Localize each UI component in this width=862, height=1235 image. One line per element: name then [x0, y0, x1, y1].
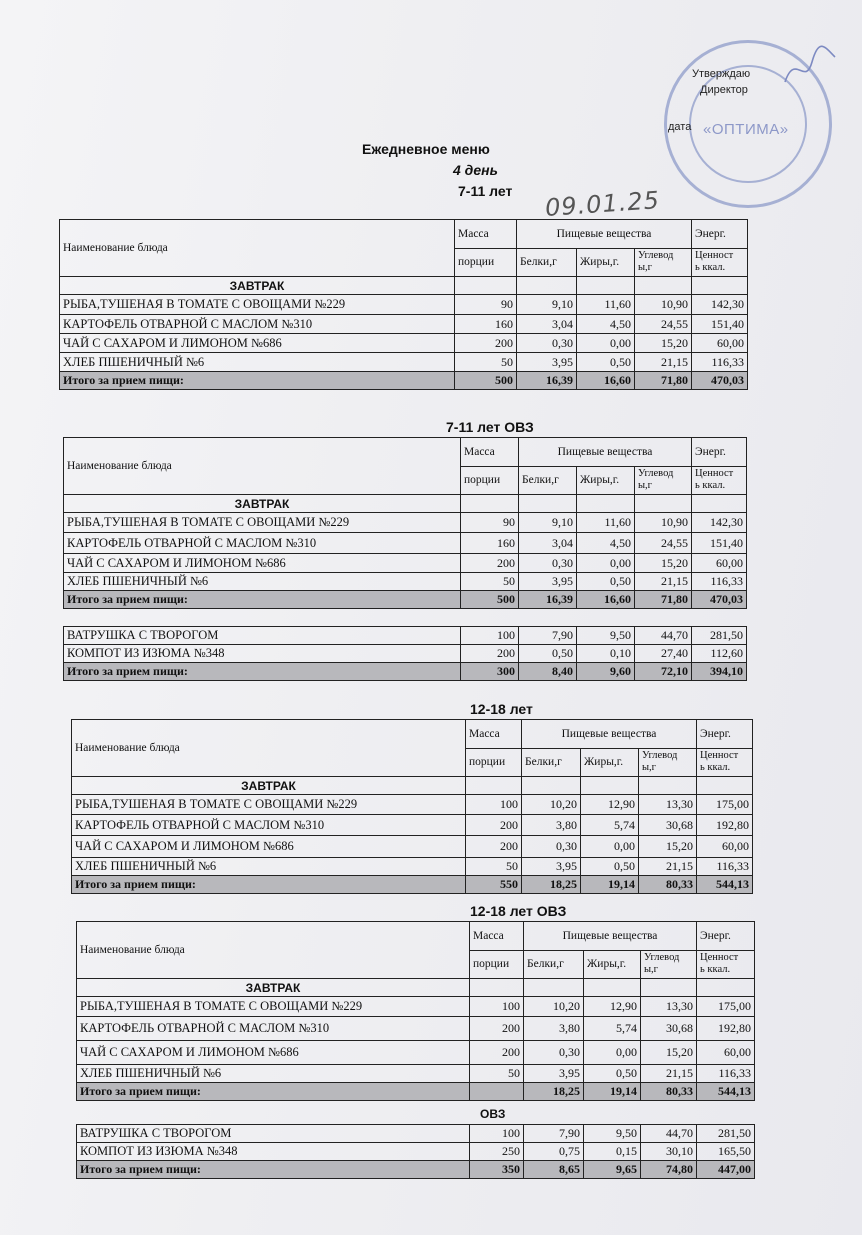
fat-cell: 0,10 [577, 645, 635, 663]
energy-cell: 60,00 [692, 554, 747, 573]
dish-name: РЫБА,ТУШЕНАЯ В ТОМАТЕ С ОВОЩАМИ №229 [72, 795, 466, 815]
energy-cell: 175,00 [697, 997, 755, 1017]
fat-cell: 11,60 [577, 513, 635, 533]
total-protein: 16,39 [517, 372, 577, 390]
protein-cell: 0,50 [519, 645, 577, 663]
dish-name: ХЛЕБ ПШЕНИЧНЫЙ №6 [60, 353, 455, 372]
column-header-dish: Наименование блюда [72, 720, 466, 777]
mass-cell: 200 [461, 645, 519, 663]
total-energy: 544,13 [697, 1083, 755, 1101]
total-fat: 16,60 [577, 591, 635, 609]
dish-name: РЫБА,ТУШЕНАЯ В ТОМАТЕ С ОВОЩАМИ №229 [77, 997, 470, 1017]
approve-label: Утверждаю [692, 68, 751, 80]
fat-cell: 0,00 [577, 334, 635, 353]
protein-cell: 9,10 [519, 513, 577, 533]
carbs-header-part1: Углевод [642, 750, 678, 762]
total-protein: 8,40 [519, 663, 577, 681]
meal-row [77, 979, 755, 997]
energy-cell: 112,60 [692, 645, 747, 663]
table-row [77, 997, 755, 1017]
empty-cell [461, 495, 519, 513]
total-label: Итого за прием пищи: [72, 876, 466, 894]
carbs-cell: 21,15 [635, 353, 692, 372]
carbs-cell: 21,15 [635, 573, 692, 591]
meal-row [60, 277, 748, 295]
dish-name: КОМПОТ ИЗ ИЗЮМА №348 [64, 645, 461, 663]
empty-cell [466, 777, 522, 795]
column-header-protein: Белки,г [522, 748, 581, 777]
dish-name: ВАТРУШКА С ТВОРОГОМ [64, 627, 461, 645]
column-header-carbs [635, 466, 692, 495]
energy-cell: 142,30 [692, 295, 748, 315]
protein-cell: 7,90 [519, 627, 577, 645]
total-protein: 8,65 [524, 1161, 584, 1179]
total-mass [470, 1083, 524, 1101]
energy-cell: 165,50 [697, 1143, 755, 1161]
column-header-protein: Белки,г [524, 950, 584, 979]
mass-cell: 160 [461, 533, 519, 554]
energy-header-part2: Ценност [700, 750, 739, 762]
mass-cell: 50 [455, 353, 517, 372]
column-header-energy-value [697, 950, 755, 979]
protein-cell: 3,95 [517, 353, 577, 372]
dish-name: ЧАЙ С САХАРОМ И ЛИМОНОМ №686 [72, 836, 466, 858]
column-header-energy: Энерг. [692, 438, 747, 467]
signature-mark [780, 42, 840, 92]
protein-cell: 3,80 [522, 815, 581, 836]
carbs-cell: 30,68 [639, 815, 697, 836]
energy-cell: 60,00 [697, 1041, 755, 1065]
empty-cell [635, 277, 692, 295]
director-label: Директор [700, 84, 748, 96]
meal-row [64, 495, 747, 513]
meal-title: ЗАВТРАК [60, 277, 455, 295]
column-header-mass: Масса [466, 720, 522, 749]
column-header-fat: Жиры,г. [584, 950, 641, 979]
energy-cell: 281,50 [697, 1125, 755, 1143]
table-row [64, 573, 747, 591]
fat-cell: 5,74 [581, 815, 639, 836]
column-header-protein: Белки,г [519, 466, 577, 495]
empty-cell [697, 979, 755, 997]
column-header-mass: Масса [461, 438, 519, 467]
carbs-cell: 21,15 [639, 858, 697, 876]
table-row [77, 1065, 755, 1083]
protein-cell: 10,20 [524, 997, 584, 1017]
table-row [60, 353, 748, 372]
column-header-nutrients: Пищевые вещества [519, 438, 692, 467]
empty-cell [692, 277, 748, 295]
dish-name: ЧАЙ С САХАРОМ И ЛИМОНОМ №686 [64, 554, 461, 573]
empty-cell [455, 277, 517, 295]
column-header-fat: Жиры,г. [577, 248, 635, 277]
empty-cell [524, 979, 584, 997]
table-row [72, 836, 753, 858]
column-header-energy: Энерг. [697, 720, 753, 749]
total-energy: 470,03 [692, 372, 748, 390]
empty-cell [517, 277, 577, 295]
meal-title: ЗАВТРАК [77, 979, 470, 997]
protein-cell: 3,04 [519, 533, 577, 554]
column-header-nutrients: Пищевые вещества [524, 922, 697, 951]
carbs-cell: 44,70 [635, 627, 692, 645]
energy-header-part3: ь ккал. [700, 762, 731, 774]
column-header-mass-unit: порции [461, 466, 519, 495]
handwritten-date: 09.01.25 [544, 186, 661, 222]
table-row [60, 334, 748, 353]
table-row [64, 513, 747, 533]
table-row [77, 1017, 755, 1041]
column-header-energy: Энерг. [697, 922, 755, 951]
carbs-cell: 13,30 [641, 997, 697, 1017]
meal-title: ЗАВТРАК [64, 495, 461, 513]
column-header-energy: Энерг. [692, 220, 748, 249]
total-mass: 350 [470, 1161, 524, 1179]
mass-cell: 100 [470, 997, 524, 1017]
total-mass: 500 [455, 372, 517, 390]
column-header-fat: Жиры,г. [577, 466, 635, 495]
total-carbs: 72,10 [635, 663, 692, 681]
total-label: Итого за прием пищи: [64, 591, 461, 609]
energy-cell: 192,80 [697, 815, 753, 836]
extra-menu-table [76, 1124, 755, 1179]
mass-cell: 90 [461, 513, 519, 533]
energy-cell: 192,80 [697, 1017, 755, 1041]
day-label: 4 день [453, 162, 498, 178]
total-label: Итого за прием пищи: [77, 1161, 470, 1179]
fat-cell: 0,00 [581, 836, 639, 858]
carbs-cell: 24,55 [635, 315, 692, 334]
table-row [77, 1041, 755, 1065]
energy-header-part2: Ценност [700, 952, 739, 964]
carbs-header-part1: Углевод [638, 468, 674, 480]
total-label: Итого за прием пищи: [60, 372, 455, 390]
empty-cell [522, 777, 581, 795]
document-title: Ежедневное меню [362, 141, 490, 157]
empty-cell [635, 495, 692, 513]
column-header-carbs [635, 248, 692, 277]
dish-name: КАРТОФЕЛЬ ОТВАРНОЙ С МАСЛОМ №310 [64, 533, 461, 554]
column-header-mass-unit: порции [455, 248, 517, 277]
empty-cell [470, 979, 524, 997]
protein-cell: 3,04 [517, 315, 577, 334]
total-fat: 9,65 [584, 1161, 641, 1179]
total-row [64, 663, 747, 681]
carbs-cell: 15,20 [635, 334, 692, 353]
mass-cell: 200 [470, 1017, 524, 1041]
column-header-energy-value [692, 248, 748, 277]
total-row [60, 372, 748, 390]
column-header-mass: Масса [455, 220, 517, 249]
dish-name: КАРТОФЕЛЬ ОТВАРНОЙ С МАСЛОМ №310 [77, 1017, 470, 1041]
total-carbs: 80,33 [639, 876, 697, 894]
mass-cell: 90 [455, 295, 517, 315]
fat-cell: 0,50 [577, 353, 635, 372]
empty-cell [641, 979, 697, 997]
mass-cell: 50 [466, 858, 522, 876]
meal-title: ЗАВТРАК [72, 777, 466, 795]
carbs-cell: 21,15 [641, 1065, 697, 1083]
protein-cell: 3,95 [524, 1065, 584, 1083]
stamp-name: «ОПТИМА» [703, 121, 789, 138]
protein-cell: 3,95 [522, 858, 581, 876]
dish-name: ЧАЙ С САХАРОМ И ЛИМОНОМ №686 [60, 334, 455, 353]
total-row [64, 591, 747, 609]
section-title: 7-11 лет ОВЗ [446, 419, 534, 435]
column-header-fat: Жиры,г. [581, 748, 639, 777]
table-row [77, 1143, 755, 1161]
carbs-cell: 15,20 [641, 1041, 697, 1065]
table-row [64, 554, 747, 573]
empty-cell [581, 777, 639, 795]
menu-table [71, 719, 753, 894]
fat-cell: 9,50 [577, 627, 635, 645]
total-mass: 500 [461, 591, 519, 609]
dish-name: КАРТОФЕЛЬ ОТВАРНОЙ С МАСЛОМ №310 [60, 315, 455, 334]
carbs-cell: 44,70 [641, 1125, 697, 1143]
energy-cell: 116,33 [697, 1065, 755, 1083]
protein-cell: 0,30 [519, 554, 577, 573]
total-energy: 447,00 [697, 1161, 755, 1179]
total-fat: 19,14 [584, 1083, 641, 1101]
total-label: Итого за прием пищи: [77, 1083, 470, 1101]
dish-name: КОМПОТ ИЗ ИЗЮМА №348 [77, 1143, 470, 1161]
mass-cell: 100 [466, 795, 522, 815]
total-label: Итого за прием пищи: [64, 663, 461, 681]
protein-cell: 3,80 [524, 1017, 584, 1041]
protein-cell: 3,95 [519, 573, 577, 591]
section-title: 12-18 лет [470, 701, 533, 717]
column-header-carbs [641, 950, 697, 979]
table-row [72, 815, 753, 836]
table-row [72, 858, 753, 876]
carbs-header-part2: ы,г [638, 480, 652, 492]
total-row [72, 876, 753, 894]
energy-header-part3: ь ккал. [700, 964, 731, 976]
fat-cell: 0,00 [584, 1041, 641, 1065]
protein-cell: 0,30 [522, 836, 581, 858]
total-fat: 16,60 [577, 372, 635, 390]
fat-cell: 0,00 [577, 554, 635, 573]
column-header-dish: Наименование блюда [77, 922, 470, 979]
carbs-cell: 15,20 [639, 836, 697, 858]
protein-cell: 0,30 [524, 1041, 584, 1065]
energy-header-part3: ь ккал. [695, 480, 726, 492]
mass-cell: 200 [466, 836, 522, 858]
column-header-protein: Белки,г [517, 248, 577, 277]
menu-table [59, 219, 748, 390]
total-mass: 300 [461, 663, 519, 681]
total-carbs: 71,80 [635, 591, 692, 609]
empty-cell [519, 495, 577, 513]
total-protein: 18,25 [522, 876, 581, 894]
carbs-header-part2: ы,г [644, 964, 658, 976]
fat-cell: 12,90 [581, 795, 639, 815]
total-carbs: 71,80 [635, 372, 692, 390]
table-row [60, 315, 748, 334]
date-label: дата [668, 121, 692, 133]
total-fat: 9,60 [577, 663, 635, 681]
menu-table [63, 437, 747, 609]
carbs-cell: 10,90 [635, 295, 692, 315]
mass-cell: 100 [461, 627, 519, 645]
total-mass: 550 [466, 876, 522, 894]
energy-cell: 175,00 [697, 795, 753, 815]
fat-cell: 0,15 [584, 1143, 641, 1161]
fat-cell: 4,50 [577, 315, 635, 334]
table-row [60, 295, 748, 315]
column-header-nutrients: Пищевые вещества [522, 720, 697, 749]
total-fat: 19,14 [581, 876, 639, 894]
energy-cell: 116,33 [697, 858, 753, 876]
mass-cell: 100 [470, 1125, 524, 1143]
total-protein: 18,25 [524, 1083, 584, 1101]
column-header-mass: Масса [470, 922, 524, 951]
energy-cell: 60,00 [697, 836, 753, 858]
mass-cell: 50 [461, 573, 519, 591]
total-energy: 470,03 [692, 591, 747, 609]
energy-header-part2: Ценност [695, 250, 734, 262]
column-header-carbs [639, 748, 697, 777]
energy-header-part2: Ценност [695, 468, 734, 480]
carbs-cell: 24,55 [635, 533, 692, 554]
carbs-cell: 13,30 [639, 795, 697, 815]
energy-cell: 60,00 [692, 334, 748, 353]
column-header-mass-unit: порции [470, 950, 524, 979]
mass-cell: 250 [470, 1143, 524, 1161]
dish-name: ХЛЕБ ПШЕНИЧНЫЙ №6 [77, 1065, 470, 1083]
dish-name: ХЛЕБ ПШЕНИЧНЫЙ №6 [64, 573, 461, 591]
protein-cell: 0,30 [517, 334, 577, 353]
dish-name: КАРТОФЕЛЬ ОТВАРНОЙ С МАСЛОМ №310 [72, 815, 466, 836]
mass-cell: 160 [455, 315, 517, 334]
extra-section-label: ОВЗ [480, 1107, 506, 1121]
total-row [77, 1083, 755, 1101]
mass-cell: 200 [466, 815, 522, 836]
carbs-header-part2: ы,г [642, 762, 656, 774]
dish-name: ХЛЕБ ПШЕНИЧНЫЙ №6 [72, 858, 466, 876]
energy-cell: 281,50 [692, 627, 747, 645]
menu-table [76, 921, 755, 1101]
meal-row [72, 777, 753, 795]
fat-cell: 0,50 [584, 1065, 641, 1083]
mass-cell: 200 [470, 1041, 524, 1065]
empty-cell [584, 979, 641, 997]
fat-cell: 4,50 [577, 533, 635, 554]
total-carbs: 80,33 [641, 1083, 697, 1101]
section-title: 7-11 лет [458, 183, 513, 199]
column-header-dish: Наименование блюда [60, 220, 455, 277]
carbs-cell: 30,68 [641, 1017, 697, 1041]
total-row [77, 1161, 755, 1179]
table-row [77, 1125, 755, 1143]
extra-menu-table [63, 626, 747, 681]
empty-cell [577, 495, 635, 513]
empty-cell [577, 277, 635, 295]
carbs-header-part1: Углевод [638, 250, 674, 262]
header-row [72, 720, 753, 749]
fat-cell: 0,50 [577, 573, 635, 591]
fat-cell: 12,90 [584, 997, 641, 1017]
header-row [60, 220, 748, 249]
header-row [77, 922, 755, 951]
table-row [64, 627, 747, 645]
carbs-cell: 15,20 [635, 554, 692, 573]
section-title: 12-18 лет ОВЗ [470, 903, 567, 919]
empty-cell [639, 777, 697, 795]
energy-cell: 116,33 [692, 573, 747, 591]
energy-header-part3: ь ккал. [695, 262, 726, 274]
energy-cell: 151,40 [692, 533, 747, 554]
table-row [64, 645, 747, 663]
table-row [72, 795, 753, 815]
carbs-cell: 30,10 [641, 1143, 697, 1161]
total-carbs: 74,80 [641, 1161, 697, 1179]
fat-cell: 9,50 [584, 1125, 641, 1143]
fat-cell: 5,74 [584, 1017, 641, 1041]
column-header-energy-value [692, 466, 747, 495]
column-header-mass-unit: порции [466, 748, 522, 777]
dish-name: ЧАЙ С САХАРОМ И ЛИМОНОМ №686 [77, 1041, 470, 1065]
energy-cell: 116,33 [692, 353, 748, 372]
total-protein: 16,39 [519, 591, 577, 609]
table-row [64, 533, 747, 554]
carbs-cell: 27,40 [635, 645, 692, 663]
carbs-header-part2: ы,г [638, 262, 652, 274]
empty-cell [697, 777, 753, 795]
protein-cell: 0,75 [524, 1143, 584, 1161]
mass-cell: 200 [461, 554, 519, 573]
protein-cell: 9,10 [517, 295, 577, 315]
dish-name: РЫБА,ТУШЕНАЯ В ТОМАТЕ С ОВОЩАМИ №229 [64, 513, 461, 533]
mass-cell: 200 [455, 334, 517, 353]
header-row [64, 438, 747, 467]
column-header-energy-value [697, 748, 753, 777]
total-energy: 394,10 [692, 663, 747, 681]
protein-cell: 7,90 [524, 1125, 584, 1143]
column-header-nutrients: Пищевые вещества [517, 220, 692, 249]
energy-cell: 151,40 [692, 315, 748, 334]
empty-cell [692, 495, 747, 513]
total-energy: 544,13 [697, 876, 753, 894]
dish-name: ВАТРУШКА С ТВОРОГОМ [77, 1125, 470, 1143]
fat-cell: 0,50 [581, 858, 639, 876]
fat-cell: 11,60 [577, 295, 635, 315]
dish-name: РЫБА,ТУШЕНАЯ В ТОМАТЕ С ОВОЩАМИ №229 [60, 295, 455, 315]
carbs-header-part1: Углевод [644, 952, 680, 964]
column-header-dish: Наименование блюда [64, 438, 461, 495]
carbs-cell: 10,90 [635, 513, 692, 533]
energy-cell: 142,30 [692, 513, 747, 533]
protein-cell: 10,20 [522, 795, 581, 815]
mass-cell: 50 [470, 1065, 524, 1083]
